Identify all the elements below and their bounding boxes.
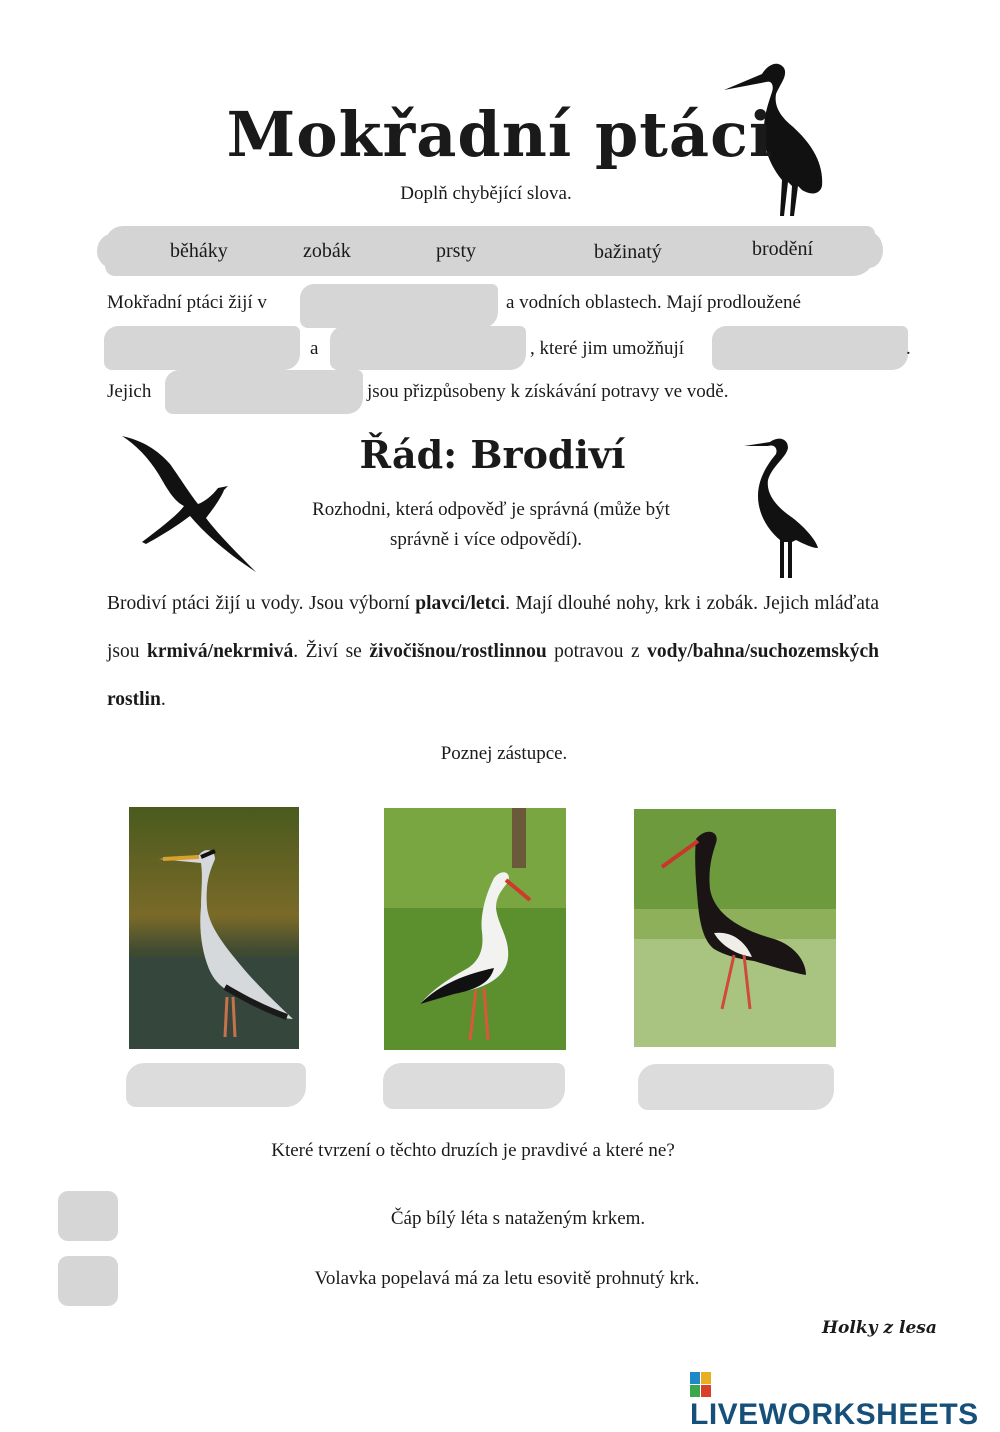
fill-text-line1-b: a vodních oblastech. Mají prodloužené xyxy=(506,292,801,313)
fill-text-line2-a: a xyxy=(310,338,319,359)
para-text: Jejich mláďata jsou xyxy=(107,593,880,662)
answer-blank-white-stork[interactable] xyxy=(383,1063,565,1109)
choose-instruction-line1: Rozhodni, která odpověď je správná (může být xyxy=(312,499,670,520)
truefalse-instruction: Které tvrzení o těchto druzích je pravdivé a které ne? xyxy=(271,1140,675,1161)
fill-text-line3-a: Jejich xyxy=(107,381,152,402)
section-title: Řád: Brodiví xyxy=(359,432,626,477)
choose-instruction-line2: správně i více odpovědí). xyxy=(389,529,583,550)
answer-blank-1[interactable] xyxy=(300,284,498,328)
choice-paragraph xyxy=(107,580,879,724)
para-text: Brodiví ptáci žijí u vody. Jsou výborní xyxy=(107,593,416,614)
word-chip[interactable]: brodění xyxy=(752,238,814,260)
fill-instruction: Doplň chybějící slova. xyxy=(400,183,572,204)
fill-text-line1-a: Mokřadní ptáci žijí v xyxy=(107,292,267,313)
word-chip[interactable]: zobák xyxy=(303,240,351,262)
word-chip[interactable]: bažinatý xyxy=(594,241,662,263)
para-text: . Živí se xyxy=(293,641,370,662)
grey-heron-photo xyxy=(129,807,299,1049)
white-stork-photo xyxy=(384,808,566,1050)
answer-blank-black-stork[interactable] xyxy=(638,1064,834,1110)
fill-text-line3-b: jsou přizpůsobeny k získávání potravy ve vodě. xyxy=(367,381,729,402)
liveworksheets-logo xyxy=(690,1372,1000,1432)
word-chip[interactable]: běháky xyxy=(170,240,228,262)
para-text: . Mají dlouhé nohy, krk i zobák. xyxy=(505,593,759,614)
page-title: Mokřadní ptáci xyxy=(226,98,774,171)
choice-krmiva-nekrmiva[interactable]: krmivá/nekrmivá xyxy=(147,641,294,662)
identify-instruction: Poznej zástupce. xyxy=(440,743,568,764)
liveworksheets-icon xyxy=(690,1372,712,1398)
answer-blank-3[interactable] xyxy=(330,326,526,370)
choice-plavci-letci[interactable]: plavci/letci xyxy=(415,593,506,614)
word-chip[interactable]: prsty xyxy=(436,240,476,262)
fill-text-line2-c: . xyxy=(906,338,911,359)
fill-text-line2-b: , které jim umožňují xyxy=(530,338,685,359)
answer-blank-5[interactable] xyxy=(165,370,363,414)
black-stork-photo xyxy=(634,809,836,1047)
statement-1: Čáp bílý léta s nataženým krkem. xyxy=(390,1208,646,1229)
choice-zivocisnou-rostlinnou[interactable]: živočišnou/rostlinnou xyxy=(369,641,547,662)
author-signature: Holky z lesa xyxy=(822,1318,937,1338)
answer-blank-2[interactable] xyxy=(104,326,300,370)
statement-2: Volavka popelavá má za letu esovitě prohnutý krk. xyxy=(314,1268,700,1289)
answer-blank-4[interactable] xyxy=(712,326,908,370)
para-text: . xyxy=(160,689,166,710)
answer-blank-heron[interactable] xyxy=(126,1063,306,1107)
para-text: potravou z xyxy=(546,641,640,662)
brand-name: LIVEWORKSHEETS xyxy=(690,1398,979,1431)
choice-vody-bahna-suchozemskych[interactable]: vody/bahna/suchozemských rostlin xyxy=(107,641,879,710)
